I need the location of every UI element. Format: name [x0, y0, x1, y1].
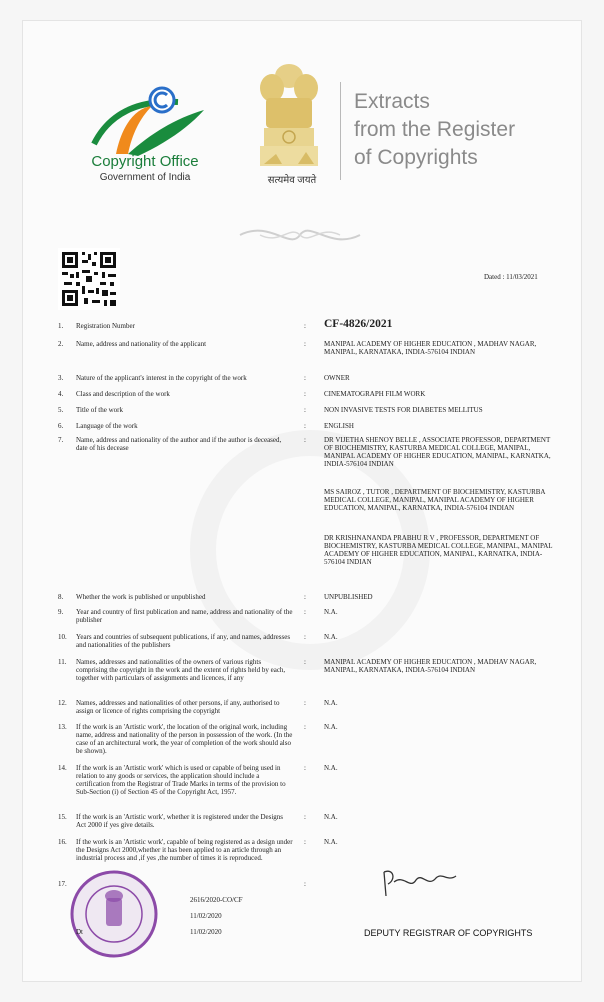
registration-date: 11/02/2020	[190, 928, 222, 936]
entry-colon: :	[304, 374, 306, 382]
entry-colon: :	[304, 406, 306, 414]
entry-label: If the work is an 'Artistic work' which is used or capable of being used in relation to any goods or services, the application should include a certification from the Registrar of Trade Marks in terms of the provision to Sub-Section (i) of Section 45 of the Copyright Act, 1957.	[76, 764, 286, 796]
entry-colon: :	[304, 813, 306, 821]
entry-label: If the work is an 'Artistic work', whether it is registered under the Designs Act 2000 if yes give details.	[76, 813, 284, 829]
entry-colon: :	[304, 422, 306, 430]
motto-text: सत्यमेव जयते	[267, 175, 317, 186]
entry-label: Whether the work is published or unpublished	[76, 593, 206, 601]
entry-value: ENGLISH	[324, 422, 354, 430]
author-3: DR KRISHNANANDA PRABHU R V , PROFESSOR, DEPARTMENT OF BIOCHEMISTRY, KASTURBA MEDICAL COLLEGE, MANIPAL, MANIPAL ACADEMY OF HIGHER EDUCATION, MANIPAL, KARNATKA, INDIA-576104 INDIAN	[324, 534, 553, 566]
header-divider	[340, 82, 341, 180]
entry-label: Language of the work	[76, 422, 138, 430]
entry-number: 2.	[58, 340, 64, 348]
entry-number: 13.	[58, 723, 67, 731]
entry-value: OWNER	[324, 374, 350, 382]
entry-label: Title of the work	[76, 406, 123, 414]
entry-number: 3.	[58, 374, 64, 382]
entry-number: 6.	[58, 422, 64, 430]
entry-colon: :	[304, 633, 306, 641]
entry-value: N.A.	[324, 723, 338, 731]
office-name: Copyright Office	[91, 153, 199, 170]
entry-number: 11.	[58, 658, 67, 666]
copyright-office-seal-icon	[68, 868, 160, 960]
registration-number: CF-4826/2021	[324, 318, 393, 330]
entry-label: Class and description of the work	[76, 390, 170, 398]
dated-text: Dated : 11/03/2021	[484, 273, 538, 281]
entry-number: 12.	[58, 699, 67, 707]
entry-colon: :	[304, 658, 306, 666]
entry-value: N.A.	[324, 608, 338, 616]
entry-colon: :	[304, 593, 306, 601]
entry-colon: :	[304, 838, 306, 846]
entry-label: Years and countries of subsequent publications, if any, and names, addresses and nationalities of the publishers	[76, 633, 291, 649]
signature-icon	[380, 860, 460, 900]
entry-colon: :	[304, 723, 306, 731]
entry-label: Name, address and nationality of the applicant	[76, 340, 207, 348]
entry-colon: :	[304, 699, 306, 707]
entry-number: 9.	[58, 608, 64, 616]
entry-number: 10.	[58, 633, 67, 641]
author-1: DR VIJETHA SHENOY BELLE , ASSOCIATE PROFESSOR, DEPARTMENT OF BIOCHEMISTRY, KASTURBA MEDICAL COLLEGE, MANIPAL, MANIPAL ACADEMY OF HIGHER EDUCATION, MANIPAL, KARNATKA, INDIA-576104 INDIAN	[324, 436, 551, 468]
entry-colon: :	[304, 764, 306, 772]
entry-label: Name, address and nationality of the author and if the author is deceased, date of his decease	[76, 436, 282, 452]
entry-colon: :	[304, 608, 306, 616]
entry-value: N.A.	[324, 838, 338, 846]
register-title-line-1: Extracts	[354, 90, 430, 113]
entry-number: 7.	[58, 436, 64, 444]
entry-value: N.A.	[324, 699, 338, 707]
entry-number: 1.	[58, 322, 64, 330]
qr-code-icon	[58, 248, 120, 310]
entry-value: CINEMATOGRAPH FILM WORK	[324, 390, 426, 398]
register-title-line-3: of Copyrights	[354, 146, 478, 169]
national-emblem-icon	[252, 58, 327, 176]
ornament-icon	[230, 210, 370, 260]
entry-label: Nature of the applicant's interest in the copyright of the work	[76, 374, 247, 382]
entry-colon: :	[304, 390, 306, 398]
date-label: Dt	[76, 928, 83, 936]
entry-value: N.A.	[324, 633, 338, 641]
entry-value: N.A.	[324, 764, 338, 772]
author-2: MS SAIROZ , TUTOR , DEPARTMENT OF BIOCHEMISTRY, KASTURBA MEDICAL COLLEGE, MANIPAL, MANIPAL ACADEMY OF HIGHER EDUCATION, MANIPAL, KARNATKA, INDIA-576104 INDIAN	[324, 488, 546, 512]
diary-number: 2616/2020-CO/CF	[190, 896, 243, 904]
register-title-line-2: from the Register	[354, 118, 516, 141]
entry-colon: :	[304, 880, 306, 888]
entry-number: 17.	[58, 880, 67, 888]
entry-value: UNPUBLISHED	[324, 593, 373, 601]
entry-label: Names, addresses and nationalities of other persons, if any, authorised to assign or licence of rights comprising the copyright	[76, 699, 280, 715]
entry-number: 15.	[58, 813, 67, 821]
entry-label: If the work is an 'Artistic work', capable of being registered as a design under the Designs Act 2000,whether it has been applied to an article through an industrial process and ,if yes ,the number of times it is reproduced.	[76, 838, 293, 862]
entry-value: N.A.	[324, 813, 338, 821]
deputy-registrar-text: DEPUTY REGISTRAR OF COPYRIGHTS	[364, 928, 533, 938]
entry-number: 14.	[58, 764, 67, 772]
diary-date: 11/02/2020	[190, 912, 222, 920]
entry-label: Registration Number	[76, 322, 135, 330]
entry-value: MANIPAL ACADEMY OF HIGHER EDUCATION , MADHAV NAGAR, MANIPAL, KARNATAKA, INDIA-576104 INDIAN	[324, 340, 537, 356]
entry-label: If the work is an 'Artistic work', the location of the original work, including name, address and nationality of the person in possession of the work. (In the case of an architectural work, the year of completion of the work should also be shown).	[76, 723, 293, 755]
register-title	[354, 88, 515, 172]
entry-number: 8.	[58, 593, 64, 601]
entry-colon: :	[304, 436, 306, 444]
entry-number: 16.	[58, 838, 67, 846]
entry-value: MANIPAL ACADEMY OF HIGHER EDUCATION , MADHAV NAGAR, MANIPAL, KARNATAKA, INDIA-576104 INDIAN	[324, 658, 537, 674]
entry-label: Names, addresses and nationalities of the owners of various rights comprising the copyright in the work and the extent of rights held by each, together with particulars of assignments and licences, if any	[76, 658, 286, 682]
entry-label: Year and country of first publication and name, address and nationality of the publisher	[76, 608, 293, 624]
entry-colon: :	[304, 322, 306, 330]
entry-number: 5.	[58, 406, 64, 414]
office-subtitle: Government of India	[99, 172, 191, 183]
entry-value: NON INVASIVE TESTS FOR DIABETES MELLITUS	[324, 406, 483, 414]
entry-colon: :	[304, 340, 306, 348]
entry-number: 4.	[58, 390, 64, 398]
